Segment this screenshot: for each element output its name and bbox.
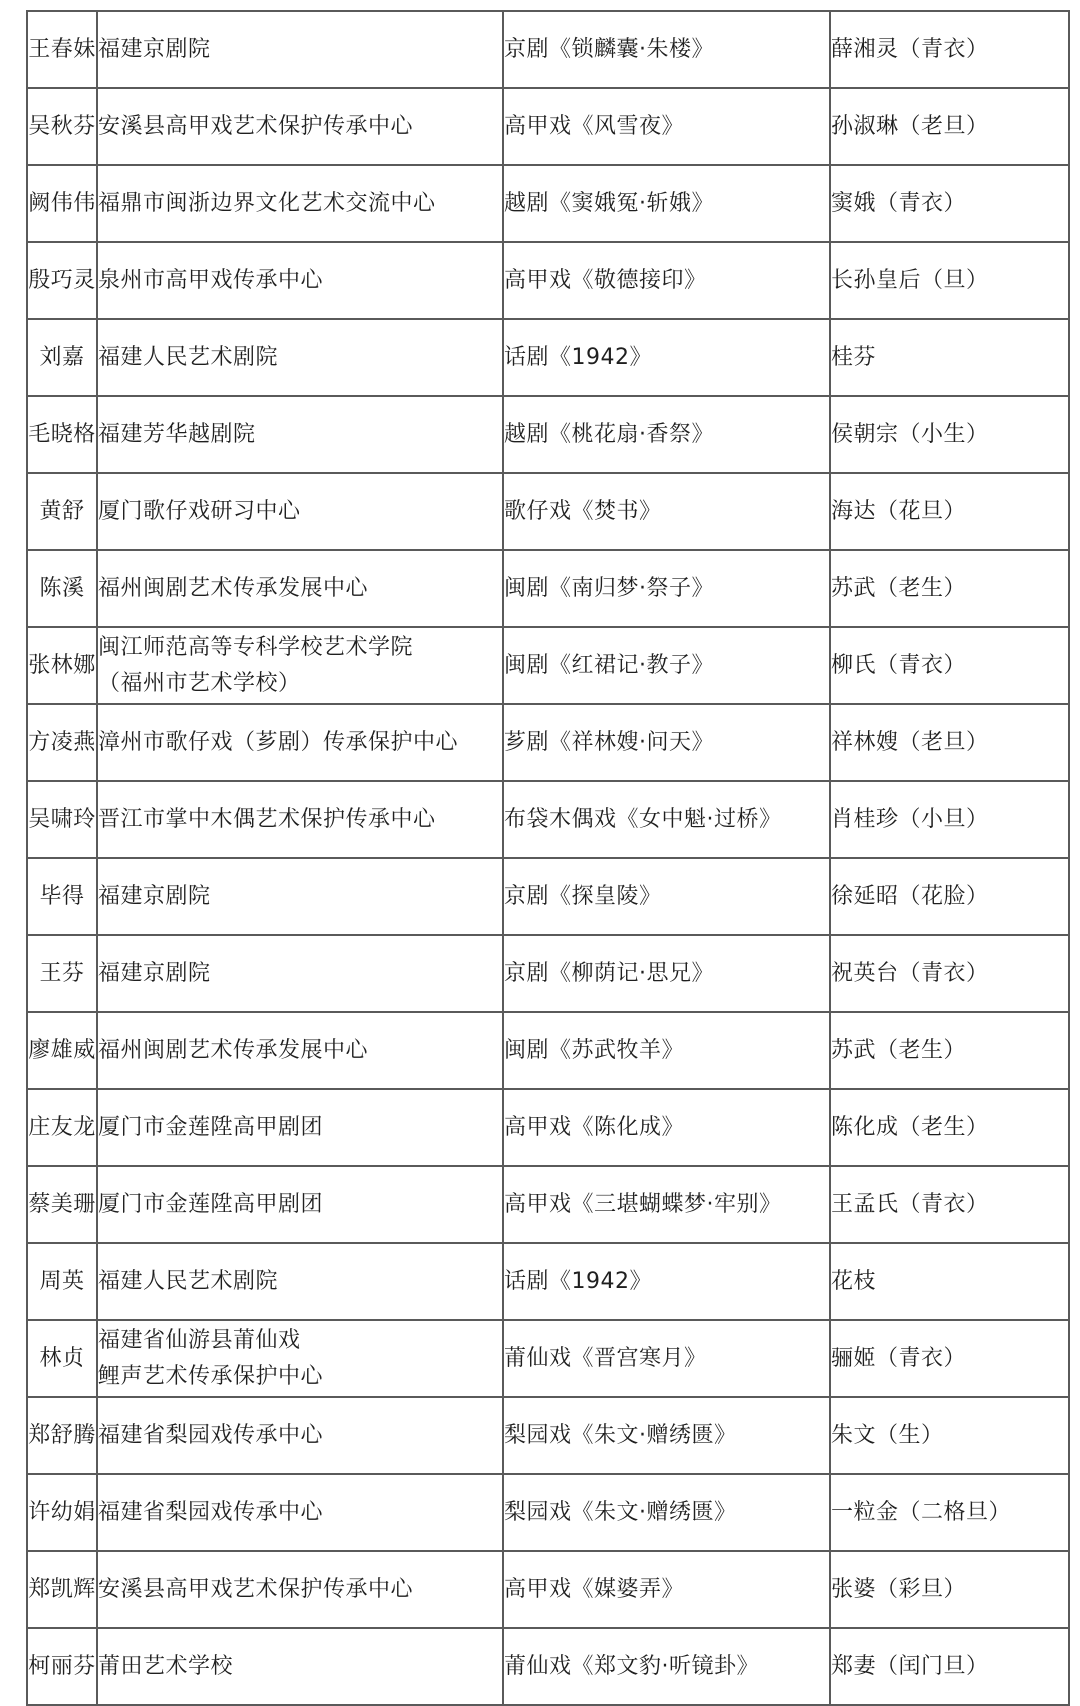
performer-name: 吴啸玲 (27, 781, 97, 858)
work-unit: 福州闽剧艺术传承发展中心 (97, 1012, 503, 1089)
work-unit: 福建人民艺术剧院 (97, 319, 503, 396)
play-excerpt: 布袋木偶戏《女中魁·过桥》 (503, 781, 830, 858)
performer-name: 殷巧灵 (27, 242, 97, 319)
role-played: 郑妻（闰门旦） (830, 1628, 1069, 1705)
role-played: 骊姬（青衣） (830, 1320, 1069, 1397)
performer-name: 王春妹 (27, 11, 97, 88)
performer-name: 庄友龙 (27, 1089, 97, 1166)
performer-name: 毛晓格 (27, 396, 97, 473)
work-unit: 安溪县高甲戏艺术保护传承中心 (97, 88, 503, 165)
table-row (27, 165, 1069, 242)
play-excerpt: 高甲戏《风雪夜》 (503, 88, 830, 165)
play-excerpt: 闽剧《红裙记·教子》 (503, 627, 830, 704)
play-excerpt: 京剧《锁麟囊·朱楼》 (503, 11, 830, 88)
role-played: 祝英台（青衣） (830, 935, 1069, 1012)
play-excerpt: 京剧《柳荫记·思兄》 (503, 935, 830, 1012)
table-row (27, 1012, 1069, 1089)
play-excerpt: 越剧《窦娥冤·斩娥》 (503, 165, 830, 242)
play-excerpt: 高甲戏《媒婆弄》 (503, 1551, 830, 1628)
work-unit: 安溪县高甲戏艺术保护传承中心 (97, 1551, 503, 1628)
work-unit: 厦门歌仔戏研习中心 (97, 473, 503, 550)
work-unit: 闽江师范高等专科学校艺术学院 （福州市艺术学校） (97, 627, 503, 704)
role-played: 张婆（彩旦） (830, 1551, 1069, 1628)
role-played: 朱文（生） (830, 1397, 1069, 1474)
play-excerpt: 高甲戏《三堪蝴蝶梦·牢别》 (503, 1166, 830, 1243)
performer-name: 许幼娟 (27, 1474, 97, 1551)
role-played: 海达（花旦） (830, 473, 1069, 550)
performer-name: 蔡美珊 (27, 1166, 97, 1243)
work-unit: 福鼎市闽浙边界文化艺术交流中心 (97, 165, 503, 242)
table-row (27, 396, 1069, 473)
performer-roster-table (26, 10, 1070, 1706)
table-row (27, 1551, 1069, 1628)
play-excerpt: 高甲戏《陈化成》 (503, 1089, 830, 1166)
work-unit: 福建京剧院 (97, 935, 503, 1012)
role-played: 柳氏（青衣） (830, 627, 1069, 704)
role-played: 祥林嫂（老旦） (830, 704, 1069, 781)
table-row (27, 88, 1069, 165)
role-played: 侯朝宗（小生） (830, 396, 1069, 473)
work-unit: 厦门市金莲陞高甲剧团 (97, 1166, 503, 1243)
performer-name: 毕得 (27, 858, 97, 935)
performer-name: 方凌燕 (27, 704, 97, 781)
play-excerpt: 莆仙戏《晋宫寒月》 (503, 1320, 830, 1397)
work-unit: 福建京剧院 (97, 858, 503, 935)
table-row (27, 319, 1069, 396)
role-played: 肖桂珍（小旦） (830, 781, 1069, 858)
work-unit: 福建省梨园戏传承中心 (97, 1397, 503, 1474)
performer-name: 廖雄威 (27, 1012, 97, 1089)
play-excerpt: 越剧《桃花扇·香祭》 (503, 396, 830, 473)
table-row (27, 1320, 1069, 1397)
play-excerpt: 闽剧《苏武牧羊》 (503, 1012, 830, 1089)
table-row (27, 1089, 1069, 1166)
table-row (27, 473, 1069, 550)
performer-name: 柯丽芬 (27, 1628, 97, 1705)
role-played: 桂芬 (830, 319, 1069, 396)
play-excerpt: 梨园戏《朱文·赠绣匮》 (503, 1474, 830, 1551)
play-excerpt: 话剧《1942》 (503, 1243, 830, 1320)
performer-name: 吴秋芬 (27, 88, 97, 165)
performer-name: 王芬 (27, 935, 97, 1012)
performer-name: 阙伟伟 (27, 165, 97, 242)
table-row (27, 781, 1069, 858)
work-unit: 福州闽剧艺术传承发展中心 (97, 550, 503, 627)
work-unit: 莆田艺术学校 (97, 1628, 503, 1705)
role-played: 苏武（老生） (830, 1012, 1069, 1089)
table-row (27, 1628, 1069, 1705)
table-row (27, 1397, 1069, 1474)
work-unit: 晋江市掌中木偶艺术保护传承中心 (97, 781, 503, 858)
performer-name: 林贞 (27, 1320, 97, 1397)
table-row (27, 858, 1069, 935)
table-row (27, 1243, 1069, 1320)
role-played: 徐延昭（花脸） (830, 858, 1069, 935)
table-row (27, 11, 1069, 88)
play-excerpt: 梨园戏《朱文·赠绣匮》 (503, 1397, 830, 1474)
table-row (27, 935, 1069, 1012)
performer-name: 黄舒 (27, 473, 97, 550)
performer-name: 刘嘉 (27, 319, 97, 396)
play-excerpt: 闽剧《南归梦·祭子》 (503, 550, 830, 627)
work-unit: 福建人民艺术剧院 (97, 1243, 503, 1320)
role-played: 一粒金（二格旦） (830, 1474, 1069, 1551)
performer-name: 郑凯辉 (27, 1551, 97, 1628)
role-played: 陈化成（老生） (830, 1089, 1069, 1166)
performer-name: 陈溪 (27, 550, 97, 627)
play-excerpt: 歌仔戏《焚书》 (503, 473, 830, 550)
work-unit: 泉州市高甲戏传承中心 (97, 242, 503, 319)
table-row (27, 1166, 1069, 1243)
role-played: 苏武（老生） (830, 550, 1069, 627)
play-excerpt: 莆仙戏《郑文豹·听镜卦》 (503, 1628, 830, 1705)
table-row (27, 550, 1069, 627)
role-played: 长孙皇后（旦） (830, 242, 1069, 319)
table-row (27, 704, 1069, 781)
performer-name: 周英 (27, 1243, 97, 1320)
role-played: 窦娥（青衣） (830, 165, 1069, 242)
work-unit: 福建京剧院 (97, 11, 503, 88)
play-excerpt: 话剧《1942》 (503, 319, 830, 396)
work-unit: 厦门市金莲陞高甲剧团 (97, 1089, 503, 1166)
table-row (27, 242, 1069, 319)
work-unit: 福建省梨园戏传承中心 (97, 1474, 503, 1551)
play-excerpt: 京剧《探皇陵》 (503, 858, 830, 935)
work-unit: 漳州市歌仔戏（芗剧）传承保护中心 (97, 704, 503, 781)
role-played: 薛湘灵（青衣） (830, 11, 1069, 88)
work-unit: 福建芳华越剧院 (97, 396, 503, 473)
role-played: 王孟氏（青衣） (830, 1166, 1069, 1243)
table-row (27, 627, 1069, 704)
table-row (27, 1474, 1069, 1551)
role-played: 花枝 (830, 1243, 1069, 1320)
performer-name: 郑舒腾 (27, 1397, 97, 1474)
play-excerpt: 高甲戏《敬德接印》 (503, 242, 830, 319)
play-excerpt: 芗剧《祥林嫂·问天》 (503, 704, 830, 781)
role-played: 孙淑琳（老旦） (830, 88, 1069, 165)
performer-name: 张林娜 (27, 627, 97, 704)
work-unit: 福建省仙游县莆仙戏 鲤声艺术传承保护中心 (97, 1320, 503, 1397)
roster-body (27, 11, 1069, 1705)
